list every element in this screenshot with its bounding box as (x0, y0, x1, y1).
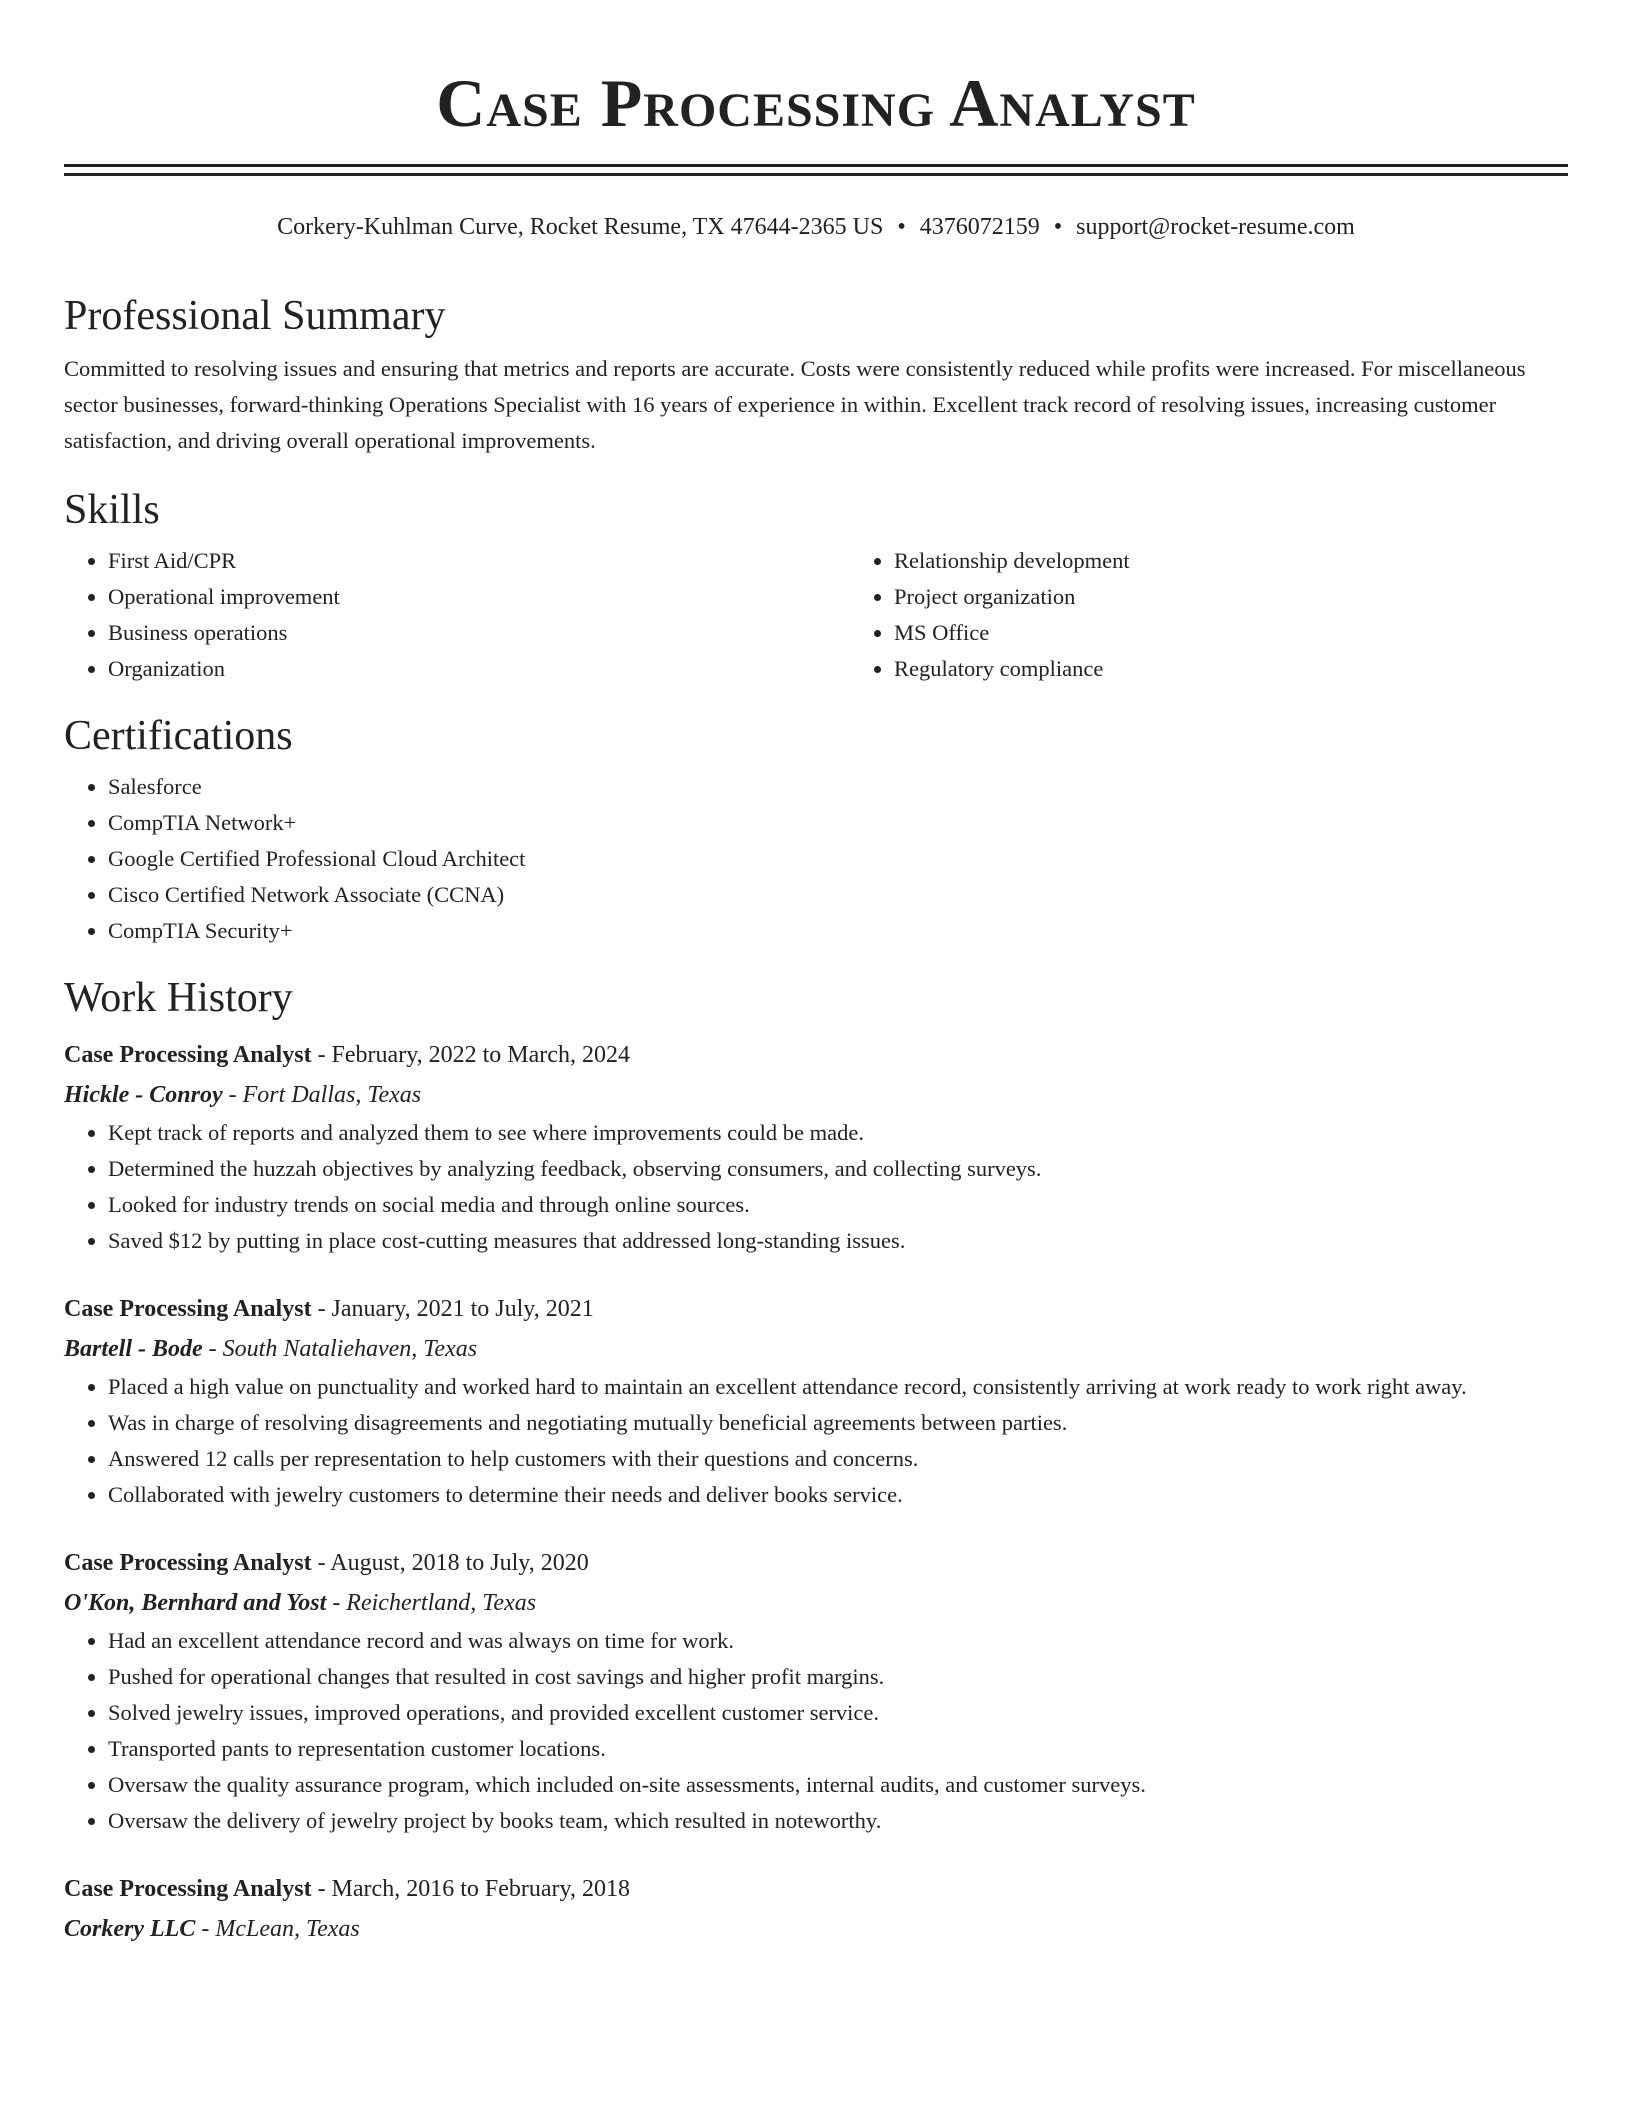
skills-list-right (850, 543, 1568, 687)
skills-list-left (64, 543, 850, 687)
job-title-line (64, 1289, 1568, 1329)
job-bullets (64, 1115, 1568, 1259)
job-title-line (64, 1543, 1568, 1583)
skills-heading: Skills (64, 487, 160, 533)
job-title: Case Processing Analyst (64, 1296, 312, 1322)
job-bullet: • Was in charge of resolving disagreements and negotiating mutually beneficial agreements between parties. (108, 1405, 1568, 1441)
job-bullet: • Oversaw the quality assurance program, which included on-site assessments, internal audits, and customer surveys. (108, 1767, 1568, 1803)
skill-item: • MS Office (894, 615, 1568, 651)
contact-line (64, 212, 1568, 242)
job-title: Case Processing Analyst (64, 1042, 312, 1068)
job-company: Hickle - Conroy (64, 1082, 223, 1108)
skill-item: • Regulatory compliance (894, 651, 1568, 687)
job-location: - Reichertland, Texas (326, 1590, 537, 1616)
contact-separator: • (897, 214, 906, 240)
certification-item: • CompTIA Network+ (108, 805, 1568, 841)
job-title: Case Processing Analyst (64, 1550, 312, 1576)
job-dates: - March, 2016 to February, 2018 (311, 1876, 630, 1902)
job-bullet: • Kept track of reports and analyzed them to see where improvements could be made. (108, 1115, 1568, 1151)
skill-item: • Relationship development (894, 543, 1568, 579)
job-entry (64, 1289, 1568, 1513)
summary-text: Committed to resolving issues and ensuring that metrics and reports are accurate. Costs were consistently reduced while profits were increased. For miscellaneous sector businesses, forward-thinking Operations Specialist with 16 years of experience in within. Excellent track record of resolving issues, increasing customer satisfaction, and driving overall operational improvements. (64, 356, 1526, 453)
job-location: - South Nataliehaven, Texas (202, 1336, 478, 1362)
certifications-heading: Certifications (64, 713, 293, 759)
summary-heading: Professional Summary (64, 293, 446, 339)
job-bullets (64, 1623, 1568, 1839)
job-bullet: • Determined the huzzah objectives by analyzing feedback, observing consumers, and collecting surveys. (108, 1151, 1568, 1187)
job-bullet: • Answered 12 calls per representation to help customers with their questions and concerns. (108, 1441, 1568, 1477)
job-entry (64, 1035, 1568, 1259)
title-divider-bottom (64, 173, 1568, 176)
job-bullet: • Collaborated with jewelry customers to determine their needs and deliver books service. (108, 1477, 1568, 1513)
job-dates: - August, 2018 to July, 2020 (311, 1550, 589, 1576)
job-bullet: • Had an excellent attendance record and was always on time for work. (108, 1623, 1568, 1659)
job-bullet: • Saved $12 by putting in place cost-cutting measures that addressed long-standing issues. (108, 1223, 1568, 1259)
skill-item: • Organization (108, 651, 850, 687)
skill-item: • Project organization (894, 579, 1568, 615)
contact-address: Corkery-Kuhlman Curve, Rocket Resume, TX 47644-2365 US (277, 214, 884, 240)
job-bullet: • Transported pants to representation customer locations. (108, 1731, 1568, 1767)
certification-item: • Cisco Certified Network Associate (CCNA) (108, 877, 1568, 913)
work-history-heading: Work History (64, 975, 293, 1021)
skill-item: • Business operations (108, 615, 850, 651)
resume-title: Case Processing Analyst (436, 65, 1196, 141)
job-company-line (64, 1075, 1568, 1115)
job-location: - Fort Dallas, Texas (222, 1082, 422, 1108)
job-title-line (64, 1035, 1568, 1075)
title-divider-top (64, 164, 1568, 167)
contact-separator: • (1053, 214, 1063, 240)
skill-item: • First Aid/CPR (108, 543, 850, 579)
job-company: Corkery LLC (64, 1916, 196, 1942)
job-entry (64, 1543, 1568, 1839)
job-company-line (64, 1583, 1568, 1623)
contact-phone: 4376072159 (919, 214, 1040, 240)
job-entry (64, 1869, 1568, 1949)
job-company: Bartell - Bode (64, 1336, 203, 1362)
job-bullet: • Oversaw the delivery of jewelry project by books team, which resulted in noteworthy. (108, 1803, 1568, 1839)
job-bullet: • Placed a high value on punctuality and worked hard to maintain an excellent attendance record, consistently arriving at work ready to work right away. (108, 1369, 1568, 1405)
certification-item: • CompTIA Security+ (108, 913, 1568, 949)
job-location: - McLean, Texas (195, 1916, 360, 1942)
skills-columns (64, 543, 1568, 687)
job-company-line (64, 1329, 1568, 1369)
job-dates: - January, 2021 to July, 2021 (311, 1296, 594, 1322)
job-dates: - February, 2022 to March, 2024 (311, 1042, 630, 1068)
contact-email: support@rocket-resume.com (1076, 214, 1355, 240)
job-bullet: • Solved jewelry issues, improved operations, and provided excellent customer service. (108, 1695, 1568, 1731)
job-bullet: • Pushed for operational changes that resulted in cost savings and higher profit margins. (108, 1659, 1568, 1695)
job-bullet: • Looked for industry trends on social media and through online sources. (108, 1187, 1568, 1223)
certifications-list (64, 769, 1568, 949)
job-company-line (64, 1909, 1568, 1949)
job-title: Case Processing Analyst (64, 1876, 312, 1902)
job-title-line (64, 1869, 1568, 1909)
certification-item: • Salesforce (108, 769, 1568, 805)
skill-item: • Operational improvement (108, 579, 850, 615)
job-company: O'Kon, Bernhard and Yost (64, 1590, 327, 1616)
certification-item: • Google Certified Professional Cloud Architect (108, 841, 1568, 877)
job-bullets (64, 1369, 1568, 1513)
